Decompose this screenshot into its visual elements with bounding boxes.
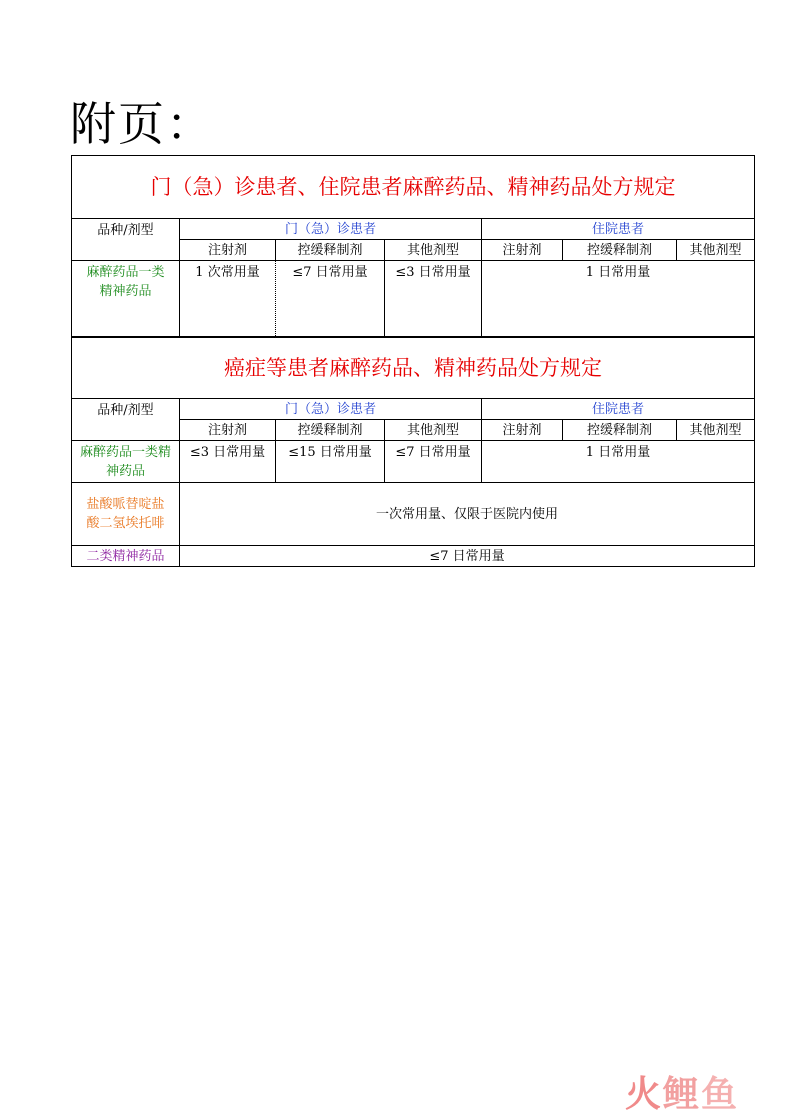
- outpatient-inpatient-regulation-table: [71, 155, 755, 337]
- outpatient-group-header: 门（急）诊患者: [180, 399, 482, 420]
- cell-inpatient: 1 日常用量: [482, 261, 755, 337]
- cell-other: ≤3 日常用量: [385, 261, 482, 337]
- cancer-patient-regulation-table: [71, 337, 755, 567]
- subheader-injection: 注射剂: [482, 240, 563, 261]
- inpatient-group-header: 住院患者: [482, 219, 755, 240]
- subheader-other: 其他剂型: [677, 420, 755, 441]
- row-label: 二类精神药品: [72, 546, 180, 567]
- subheader-other: 其他剂型: [385, 420, 482, 441]
- subheader-other: 其他剂型: [385, 240, 482, 261]
- subheader-other: 其他剂型: [677, 240, 755, 261]
- cell-usage: 一次常用量、仅限于医院内使用: [180, 483, 755, 546]
- row-label: 麻醉药品一类精神药品: [72, 441, 180, 483]
- variety-header: 品种/剂型: [72, 219, 180, 261]
- page-heading: 附页：: [70, 97, 214, 151]
- table-title: 门（急）诊患者、住院患者麻醉药品、精神药品处方规定: [72, 156, 755, 219]
- outpatient-group-header: 门（急）诊患者: [180, 219, 482, 240]
- subheader-injection: 注射剂: [180, 240, 276, 261]
- cell-inpatient: 1 日常用量: [482, 441, 755, 483]
- variety-header: 品种/剂型: [72, 399, 180, 441]
- subheader-controlled-release: 控缓释制剂: [276, 420, 385, 441]
- cell-injection: ≤3 日常用量: [180, 441, 276, 483]
- subheader-injection: 注射剂: [482, 420, 563, 441]
- cell-controlled-release: ≤15 日常用量: [276, 441, 385, 483]
- subheader-controlled-release: 控缓释制剂: [563, 420, 677, 441]
- table-title: 癌症等患者麻醉药品、精神药品处方规定: [72, 338, 755, 399]
- cell-injection: 1 次常用量: [180, 261, 276, 337]
- subheader-injection: 注射剂: [180, 420, 276, 441]
- subheader-controlled-release: 控缓释制剂: [563, 240, 677, 261]
- cell-usage: ≤7 日常用量: [180, 546, 755, 567]
- watermark-logo: 火鲤鱼: [625, 1074, 740, 1115]
- cell-other: ≤7 日常用量: [385, 441, 482, 483]
- cell-controlled-release: ≤7 日常用量: [276, 261, 385, 337]
- inpatient-group-header: 住院患者: [482, 399, 755, 420]
- row-label: 麻醉药品一类精神药品: [72, 261, 180, 337]
- subheader-controlled-release: 控缓释制剂: [276, 240, 385, 261]
- row-label: 盐酸哌替啶盐酸二氢埃托啡: [72, 483, 180, 546]
